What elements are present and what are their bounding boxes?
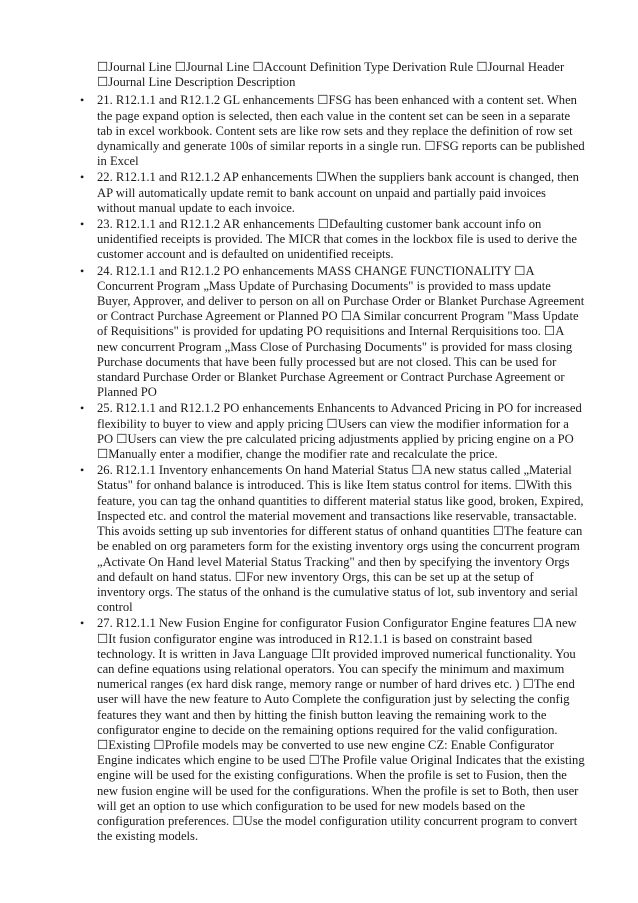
list-item-text: 25. R12.1.1 and R12.1.2 PO enhancements Enhancents to Advanced Pricing in PO for increased flexibility to buyer to view and apply pricing ☐Users can view the modifier information for a PO ☐Users can view the pre calculated pricing adjustments applied by pricing engine on a PO ☐Manually enter a modifier, change the modifier rate and recalculate the price. bbox=[97, 401, 582, 462]
list-item-text: 26. R12.1.1 Inventory enhancements On hand Material Status ☐A new status called „Material Status" for onhand balance is introduced. This is like Item status control for items. ☐With this feature, you can tag the onhand quantities to different material status like good, broken, Expired, Inspected etc. and control the material movement and transactions like reservable, transactable. This avoids setting up sub inventories for different status of onhand quantities ☐The feature can be enabled on org parameters form for the existing inventory orgs using the concurrent program „Activate On Hand level Material Status Tracking" and then by specifying the inventory Orgs and default on hand status. ☐For new inventory Orgs, this can be set up at the setup of inventory orgs. The status of the onhand is the cumulative status of lot, sub inventory and serial control bbox=[97, 463, 584, 615]
journal-line-continuation: ☐Journal Line ☐Journal Line ☐Account Definition Type Derivation Rule ☐Journal Header ☐Journal Line Description Description bbox=[97, 60, 565, 90]
list-item-text: 21. R12.1.1 and R12.1.2 GL enhancements ☐FSG has been enhanced with a content set. When the page expand option is selected, then each value in the content set can be seen in a separate tab in excel workbook. Content sets are like row sets and they replace the definition of row set dynamically and generate 100s of similar reports in a single run. ☐FSG reports can be published in Excel bbox=[97, 93, 585, 169]
list-item bbox=[80, 401, 585, 462]
bullet-icon: • bbox=[80, 170, 85, 185]
bullet-icon: • bbox=[80, 401, 85, 416]
list-item bbox=[80, 93, 585, 169]
list-item-text: 27. R12.1.1 New Fusion Engine for configurator Fusion Configurator Engine features ☐A new ☐It fusion configurator engine was introduced in R12.1.1 is based on constraint based technology. It is written in Java Language ☐It provided improved numerical functionality. You can define equations using relational operators. You can specify the minimum and maximum numerical ranges (ex hard disk range, memory range or number of hard drives etc. ) ☐The end user will have the new feature to Auto Complete the configuration just by selecting the config features they want and then by hitting the finish button leaving the remaining work to the configurator engine to decide on the remaining options required for the valid configuration. ☐Existing ☐Profile models may be converted to use new engine CZ: Enable Configurator Engine indicates which engine to be used ☐The Profile value Original Indicates that the existing engine will be used for the existing configurations. When the profile is set to Fusion, then the new fusion engine will be used for the configurations. When the profile is set to Both, then user will get an option to use which configuration to be used for new models based on the configuration preferences. ☐Use the model configuration utility concurrent program to convert the existing models. bbox=[97, 616, 585, 844]
list-item bbox=[80, 616, 585, 844]
bullet-icon: • bbox=[80, 263, 85, 278]
list-item bbox=[80, 263, 585, 401]
list-item bbox=[80, 463, 585, 615]
page-content bbox=[80, 60, 585, 845]
list-item-text: 22. R12.1.1 and R12.1.2 AP enhancements ☐When the suppliers bank account is changed, then AP will automatically update remit to bank account on unpaid and partially paid invoices without manual update to each invoice. bbox=[97, 170, 579, 215]
list-item bbox=[80, 170, 585, 216]
list-item-text: 23. R12.1.1 and R12.1.2 AR enhancements ☐Defaulting customer bank account info on unidentified receipts is provided. The MICR that comes in the lockbox file is used to derive the customer account and is defaulted on unidentified receipts. bbox=[97, 217, 577, 262]
bullet-icon: • bbox=[80, 463, 85, 478]
enhancement-list bbox=[80, 93, 585, 844]
list-item bbox=[80, 217, 585, 263]
bullet-icon: • bbox=[80, 616, 85, 631]
bullet-icon: • bbox=[80, 93, 85, 108]
bullet-icon: • bbox=[80, 217, 85, 232]
list-item-text: 24. R12.1.1 and R12.1.2 PO enhancements MASS CHANGE FUNCTIONALITY ☐A Concurrent Program „Mass Update of Purchasing Documents" is provided to mass update Buyer, Approver, and deliver to person on all on Purchase Order or Blanket Purchase Agreement or Contract Purchase Agreement or Planned PO ☐A Similar concurrent Program "Mass Update of Requisitions" is provided for updating PO requisitions and Internal Rerquisitions too. ☐A new concurrent Program „Mass Close of Purchasing Documents" is provided for mass closing Purchase documents that have been fully processed but are not closed. This can be used for standard Purchase Order or Blanket Purchase Agreement or Contract Purchase Agreement or Planned PO bbox=[97, 263, 585, 400]
